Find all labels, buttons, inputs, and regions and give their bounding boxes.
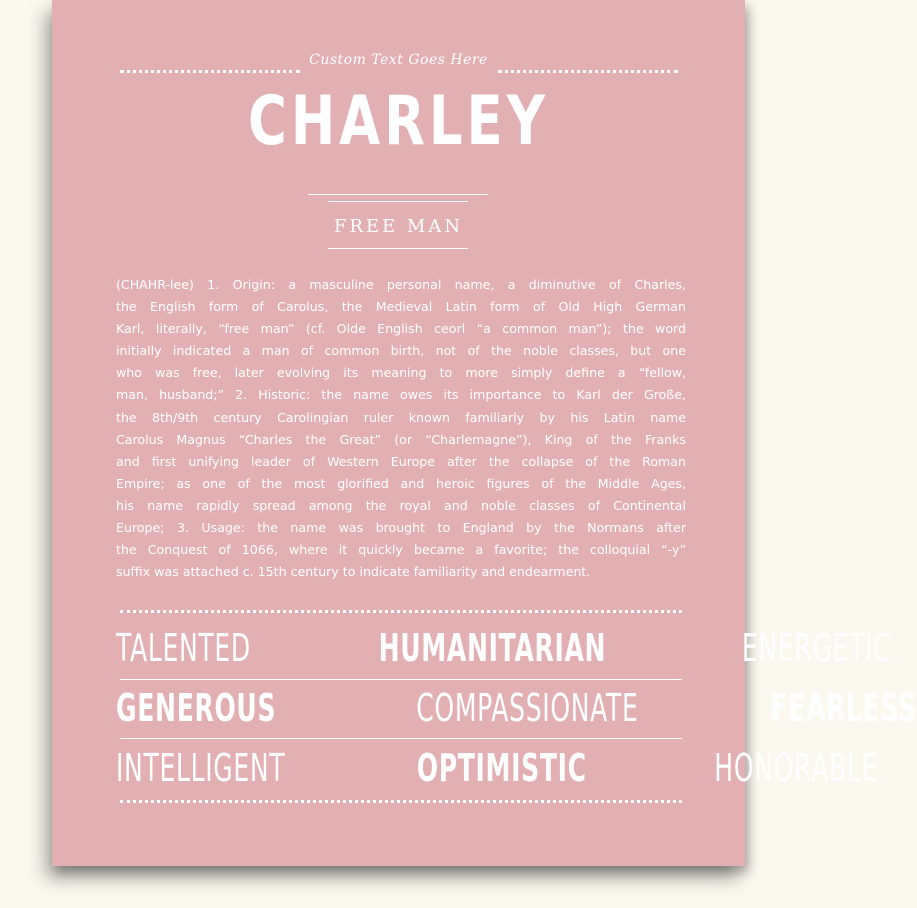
definition-line: the Conquest of 1066, where it quickly became a favorite; the colloquial “-y” [116,542,686,558]
trait-word: INTELLIGENT [116,746,286,790]
tagline-divider-left [120,70,300,73]
traits-row-divider [120,738,682,739]
trait-word: HONORABLE [714,746,878,790]
definition-line: initially indicated a man of common birth, not of the noble classes, but one [116,343,686,359]
name-poster [52,0,917,866]
traits-row-divider [120,679,682,680]
tagline-divider-right [498,70,678,73]
definition-line: his name rapidly spread among the royal and noble classes of Continental [116,497,686,513]
trait-word: HUMANITARIAN [378,626,607,670]
definition-line: the 8th/9th century Carolingian ruler known familiarly by his Latin name [116,409,686,425]
definition-line: man, husband;” 2. Historic: the name owes its importance to Karl der Große, [116,387,686,403]
definition-line: Carolus Magnus “Charles the Great” (or “Charlemagne”), King of the Franks [116,431,686,447]
name-definition [116,274,686,583]
definition-line: the English form of Carolus, the Medieval Latin form of Old High German [116,299,686,315]
definition-line: Karl, literally, “free man” (cf. Olde English ceorl “a common man”); the word [116,321,686,337]
title-rule-top [308,194,488,195]
trait-word: ENERGETIC [742,626,892,670]
definition-line: suffix was attached c. 15th century to indicate familiarity and endearment. [116,564,591,580]
definition-line: who was free, later evolving its meaning to more simply define a “fellow, [116,365,686,381]
meaning-rule [328,248,468,249]
definition-line: Empire; as one of the most glorified and heroic figures of the Middle Ages, [116,475,686,491]
definition-line: Europe; 3. Usage: the name was brought to England by the Normans after [116,520,686,536]
traits-row [116,626,892,670]
trait-word: COMPASSIONATE [415,686,639,730]
definition-line: and first unifying leader of Western Europe after the collapse of the Roman [116,453,686,469]
trait-word: TALENTED [116,626,251,670]
name-meaning: FREE MAN [333,216,464,237]
custom-tagline: Custom Text Goes Here [309,52,488,68]
traits-divider-top [120,610,682,613]
trait-word: FEARLESS [770,686,917,730]
title-rule-bottom [328,201,468,202]
trait-word: OPTIMISTIC [416,746,587,790]
traits-row [116,746,878,790]
trait-word: GENEROUS [116,686,277,730]
definition-line: (CHAHR-lee) 1. Origin: a masculine personal name, a diminutive of Charles, [116,277,686,292]
traits-divider-bottom [120,800,682,803]
name-title: CHARLEY [248,82,549,161]
traits-row [116,686,917,730]
